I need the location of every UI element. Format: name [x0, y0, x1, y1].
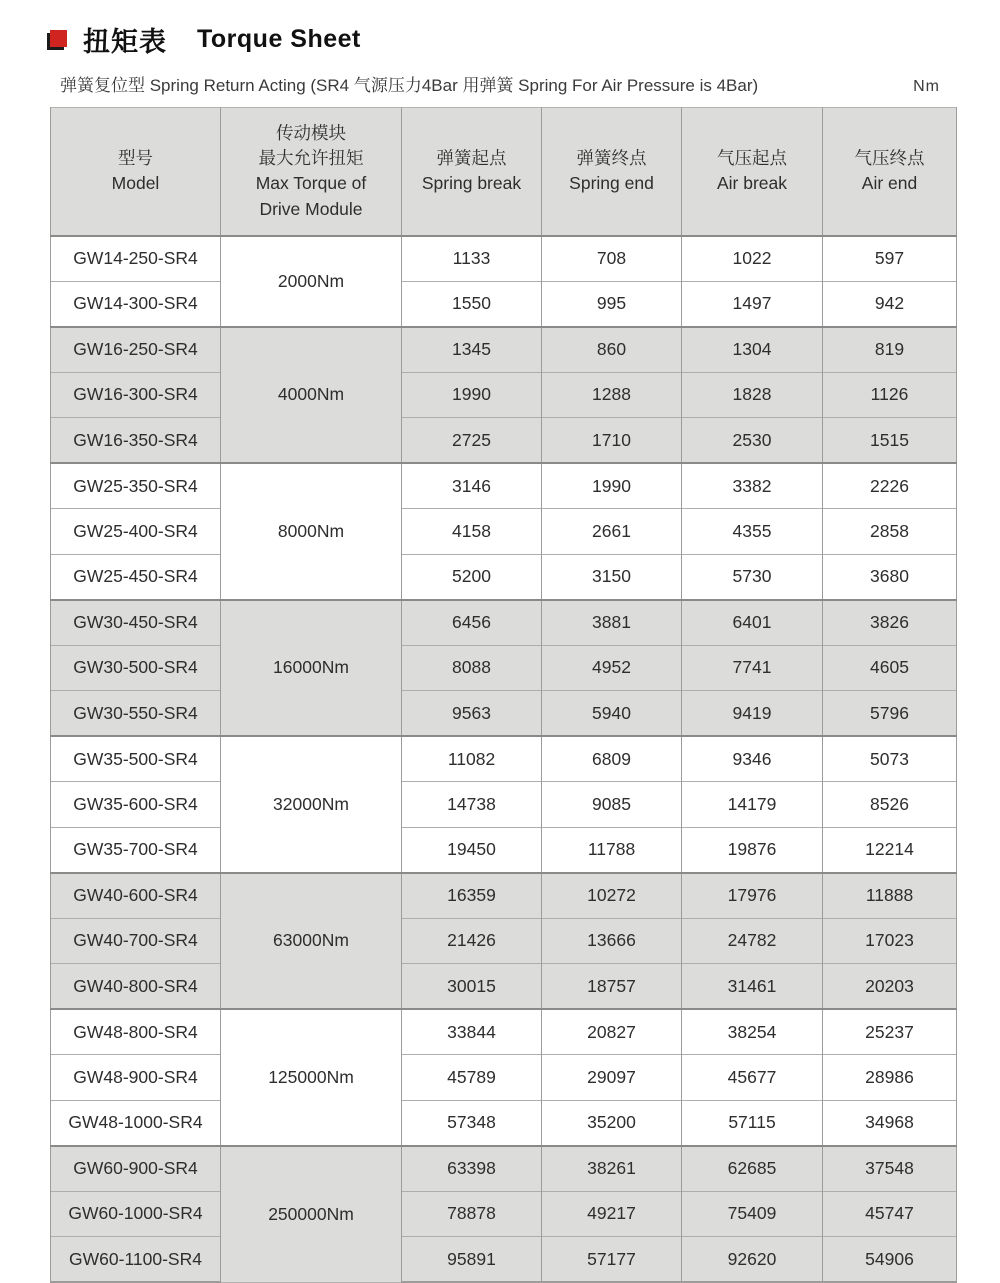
model-cell: GW30-550-SR4 [51, 691, 221, 737]
table-header [51, 108, 957, 236]
value-cell: 2858 [823, 509, 957, 555]
value-cell: 1550 [402, 281, 542, 327]
max-torque-cell: 32000Nm [221, 736, 402, 873]
table-row [51, 782, 957, 828]
value-cell: 3680 [823, 554, 957, 600]
value-cell: 9563 [402, 691, 542, 737]
value-cell: 1990 [402, 372, 542, 418]
model-cell: GW40-600-SR4 [51, 873, 221, 919]
table-row [51, 873, 957, 919]
table-row [51, 691, 957, 737]
value-cell: 16359 [402, 873, 542, 919]
table-row [51, 554, 957, 600]
value-cell: 57115 [682, 1100, 823, 1146]
page-title-zh: 扭矩表 [83, 27, 167, 57]
max-torque-cell: 125000Nm [221, 1009, 402, 1146]
header-line: Max Torque of [255, 173, 367, 194]
max-torque-cell: 2000Nm [221, 236, 402, 327]
value-cell: 860 [542, 327, 682, 373]
value-cell: 30015 [402, 964, 542, 1010]
table-row [51, 1055, 957, 1101]
table-row [51, 1100, 957, 1146]
value-cell: 4355 [682, 509, 823, 555]
value-cell: 21426 [402, 918, 542, 964]
model-cell: GW40-700-SR4 [51, 918, 221, 964]
value-cell: 597 [823, 236, 957, 282]
value-cell: 8526 [823, 782, 957, 828]
col-header-air-end [823, 108, 957, 236]
header-line: Air end [861, 173, 918, 194]
model-cell: GW48-1000-SR4 [51, 1100, 221, 1146]
value-cell: 11888 [823, 873, 957, 919]
col-header-spring-break [402, 108, 542, 236]
page-title [50, 20, 1000, 59]
value-cell: 1515 [823, 418, 957, 464]
value-cell: 2661 [542, 509, 682, 555]
value-cell: 5796 [823, 691, 957, 737]
value-cell: 1345 [402, 327, 542, 373]
value-cell: 63398 [402, 1146, 542, 1192]
value-cell: 3826 [823, 600, 957, 646]
model-cell: GW16-350-SR4 [51, 418, 221, 464]
value-cell: 35200 [542, 1100, 682, 1146]
value-cell: 38261 [542, 1146, 682, 1192]
value-cell: 62685 [682, 1146, 823, 1192]
table-row [51, 281, 957, 327]
value-cell: 4952 [542, 645, 682, 691]
max-torque-cell: 63000Nm [221, 873, 402, 1010]
value-cell: 13666 [542, 918, 682, 964]
model-cell: GW16-300-SR4 [51, 372, 221, 418]
value-cell: 1304 [682, 327, 823, 373]
col-header-air-break [682, 108, 823, 236]
table-row [51, 509, 957, 555]
red-square-bullet-icon [50, 30, 67, 47]
value-cell: 1990 [542, 463, 682, 509]
value-cell: 19450 [402, 827, 542, 873]
table-row [51, 1009, 957, 1055]
max-torque-cell: 250000Nm [221, 1146, 402, 1283]
value-cell: 7741 [682, 645, 823, 691]
value-cell: 17976 [682, 873, 823, 919]
header-line: Spring break [421, 173, 522, 194]
model-cell: GW25-450-SR4 [51, 554, 221, 600]
value-cell: 95891 [402, 1237, 542, 1283]
model-cell: GW35-500-SR4 [51, 736, 221, 782]
value-cell: 2226 [823, 463, 957, 509]
value-cell: 54906 [823, 1237, 957, 1283]
table-row [51, 236, 957, 282]
value-cell: 6401 [682, 600, 823, 646]
model-cell: GW48-900-SR4 [51, 1055, 221, 1101]
table-row [51, 1237, 957, 1283]
table-row [51, 964, 957, 1010]
value-cell: 5073 [823, 736, 957, 782]
max-torque-cell: 16000Nm [221, 600, 402, 737]
value-cell: 78878 [402, 1191, 542, 1237]
table-body [51, 236, 957, 1283]
value-cell: 20203 [823, 964, 957, 1010]
value-cell: 3146 [402, 463, 542, 509]
col-header-spring-end [542, 108, 682, 236]
model-cell: GW35-700-SR4 [51, 827, 221, 873]
model-cell: GW60-1000-SR4 [51, 1191, 221, 1237]
header-line: 最大允许扭矩 [258, 147, 364, 168]
header-line: Drive Module [259, 198, 363, 219]
header-line: Air break [716, 173, 788, 194]
value-cell: 28986 [823, 1055, 957, 1101]
model-cell: GW40-800-SR4 [51, 964, 221, 1010]
max-torque-cell: 8000Nm [221, 463, 402, 600]
value-cell: 1497 [682, 281, 823, 327]
value-cell: 1288 [542, 372, 682, 418]
value-cell: 57177 [542, 1237, 682, 1283]
header-line: Spring end [569, 173, 654, 194]
page-title-en: Torque Sheet [197, 25, 361, 53]
value-cell: 45747 [823, 1191, 957, 1237]
value-cell: 5730 [682, 554, 823, 600]
value-cell: 2725 [402, 418, 542, 464]
value-cell: 75409 [682, 1191, 823, 1237]
value-cell: 8088 [402, 645, 542, 691]
model-cell: GW60-1100-SR4 [51, 1237, 221, 1283]
model-cell: GW35-600-SR4 [51, 782, 221, 828]
value-cell: 38254 [682, 1009, 823, 1055]
header-line: 型号 [118, 147, 153, 168]
value-cell: 17023 [823, 918, 957, 964]
value-cell: 11788 [542, 827, 682, 873]
value-cell: 49217 [542, 1191, 682, 1237]
value-cell: 9419 [682, 691, 823, 737]
model-cell: GW14-300-SR4 [51, 281, 221, 327]
value-cell: 1710 [542, 418, 682, 464]
header-line: Model [111, 173, 160, 194]
value-cell: 92620 [682, 1237, 823, 1283]
value-cell: 2530 [682, 418, 823, 464]
table-row [51, 600, 957, 646]
table-row [51, 827, 957, 873]
value-cell: 57348 [402, 1100, 542, 1146]
value-cell: 9346 [682, 736, 823, 782]
unit-label: Nm [913, 78, 940, 95]
header-line: 气压起点 [717, 147, 787, 168]
model-cell: GW25-350-SR4 [51, 463, 221, 509]
table-row [51, 918, 957, 964]
page [0, 20, 1000, 1269]
value-cell: 37548 [823, 1146, 957, 1192]
table-row [51, 1146, 957, 1192]
torque-sheet-table [50, 107, 957, 1283]
value-cell: 5200 [402, 554, 542, 600]
value-cell: 1828 [682, 372, 823, 418]
value-cell: 942 [823, 281, 957, 327]
value-cell: 24782 [682, 918, 823, 964]
subtitle-text: 弹簧复位型 Spring Return Acting (SR4 气源压力4Bar 用弹簧 Spring For Air Pressure is 4Bar) [60, 76, 759, 95]
value-cell: 995 [542, 281, 682, 327]
value-cell: 4158 [402, 509, 542, 555]
value-cell: 9085 [542, 782, 682, 828]
value-cell: 1022 [682, 236, 823, 282]
col-header-max-torque [221, 108, 402, 236]
table-row [51, 645, 957, 691]
value-cell: 14738 [402, 782, 542, 828]
value-cell: 3382 [682, 463, 823, 509]
value-cell: 6456 [402, 600, 542, 646]
model-cell: GW25-400-SR4 [51, 509, 221, 555]
table-header-row [51, 108, 957, 236]
model-cell: GW60-900-SR4 [51, 1146, 221, 1192]
model-cell: GW14-250-SR4 [51, 236, 221, 282]
table-row [51, 327, 957, 373]
value-cell: 31461 [682, 964, 823, 1010]
model-cell: GW48-800-SR4 [51, 1009, 221, 1055]
value-cell: 18757 [542, 964, 682, 1010]
value-cell: 29097 [542, 1055, 682, 1101]
header-line: 弹簧起点 [436, 147, 507, 168]
value-cell: 1126 [823, 372, 957, 418]
value-cell: 45789 [402, 1055, 542, 1101]
header-line: 气压终点 [854, 147, 925, 168]
value-cell: 5940 [542, 691, 682, 737]
value-cell: 10272 [542, 873, 682, 919]
value-cell: 6809 [542, 736, 682, 782]
table-row [51, 736, 957, 782]
value-cell: 3150 [542, 554, 682, 600]
max-torque-cell: 4000Nm [221, 327, 402, 464]
model-cell: GW16-250-SR4 [51, 327, 221, 373]
table-row [51, 418, 957, 464]
value-cell: 3881 [542, 600, 682, 646]
table-row [51, 1191, 957, 1237]
header-line: 弹簧终点 [576, 147, 647, 168]
value-cell: 34968 [823, 1100, 957, 1146]
model-cell: GW30-500-SR4 [51, 645, 221, 691]
value-cell: 708 [542, 236, 682, 282]
value-cell: 12214 [823, 827, 957, 873]
value-cell: 14179 [682, 782, 823, 828]
value-cell: 819 [823, 327, 957, 373]
subtitle-row [60, 71, 940, 96]
value-cell: 45677 [682, 1055, 823, 1101]
value-cell: 19876 [682, 827, 823, 873]
col-header-model [51, 108, 221, 236]
value-cell: 11082 [402, 736, 542, 782]
value-cell: 20827 [542, 1009, 682, 1055]
value-cell: 4605 [823, 645, 957, 691]
header-line: 传动模块 [276, 122, 346, 143]
table-row [51, 463, 957, 509]
value-cell: 1133 [402, 236, 542, 282]
table-row [51, 372, 957, 418]
model-cell: GW30-450-SR4 [51, 600, 221, 646]
value-cell: 33844 [402, 1009, 542, 1055]
value-cell: 25237 [823, 1009, 957, 1055]
